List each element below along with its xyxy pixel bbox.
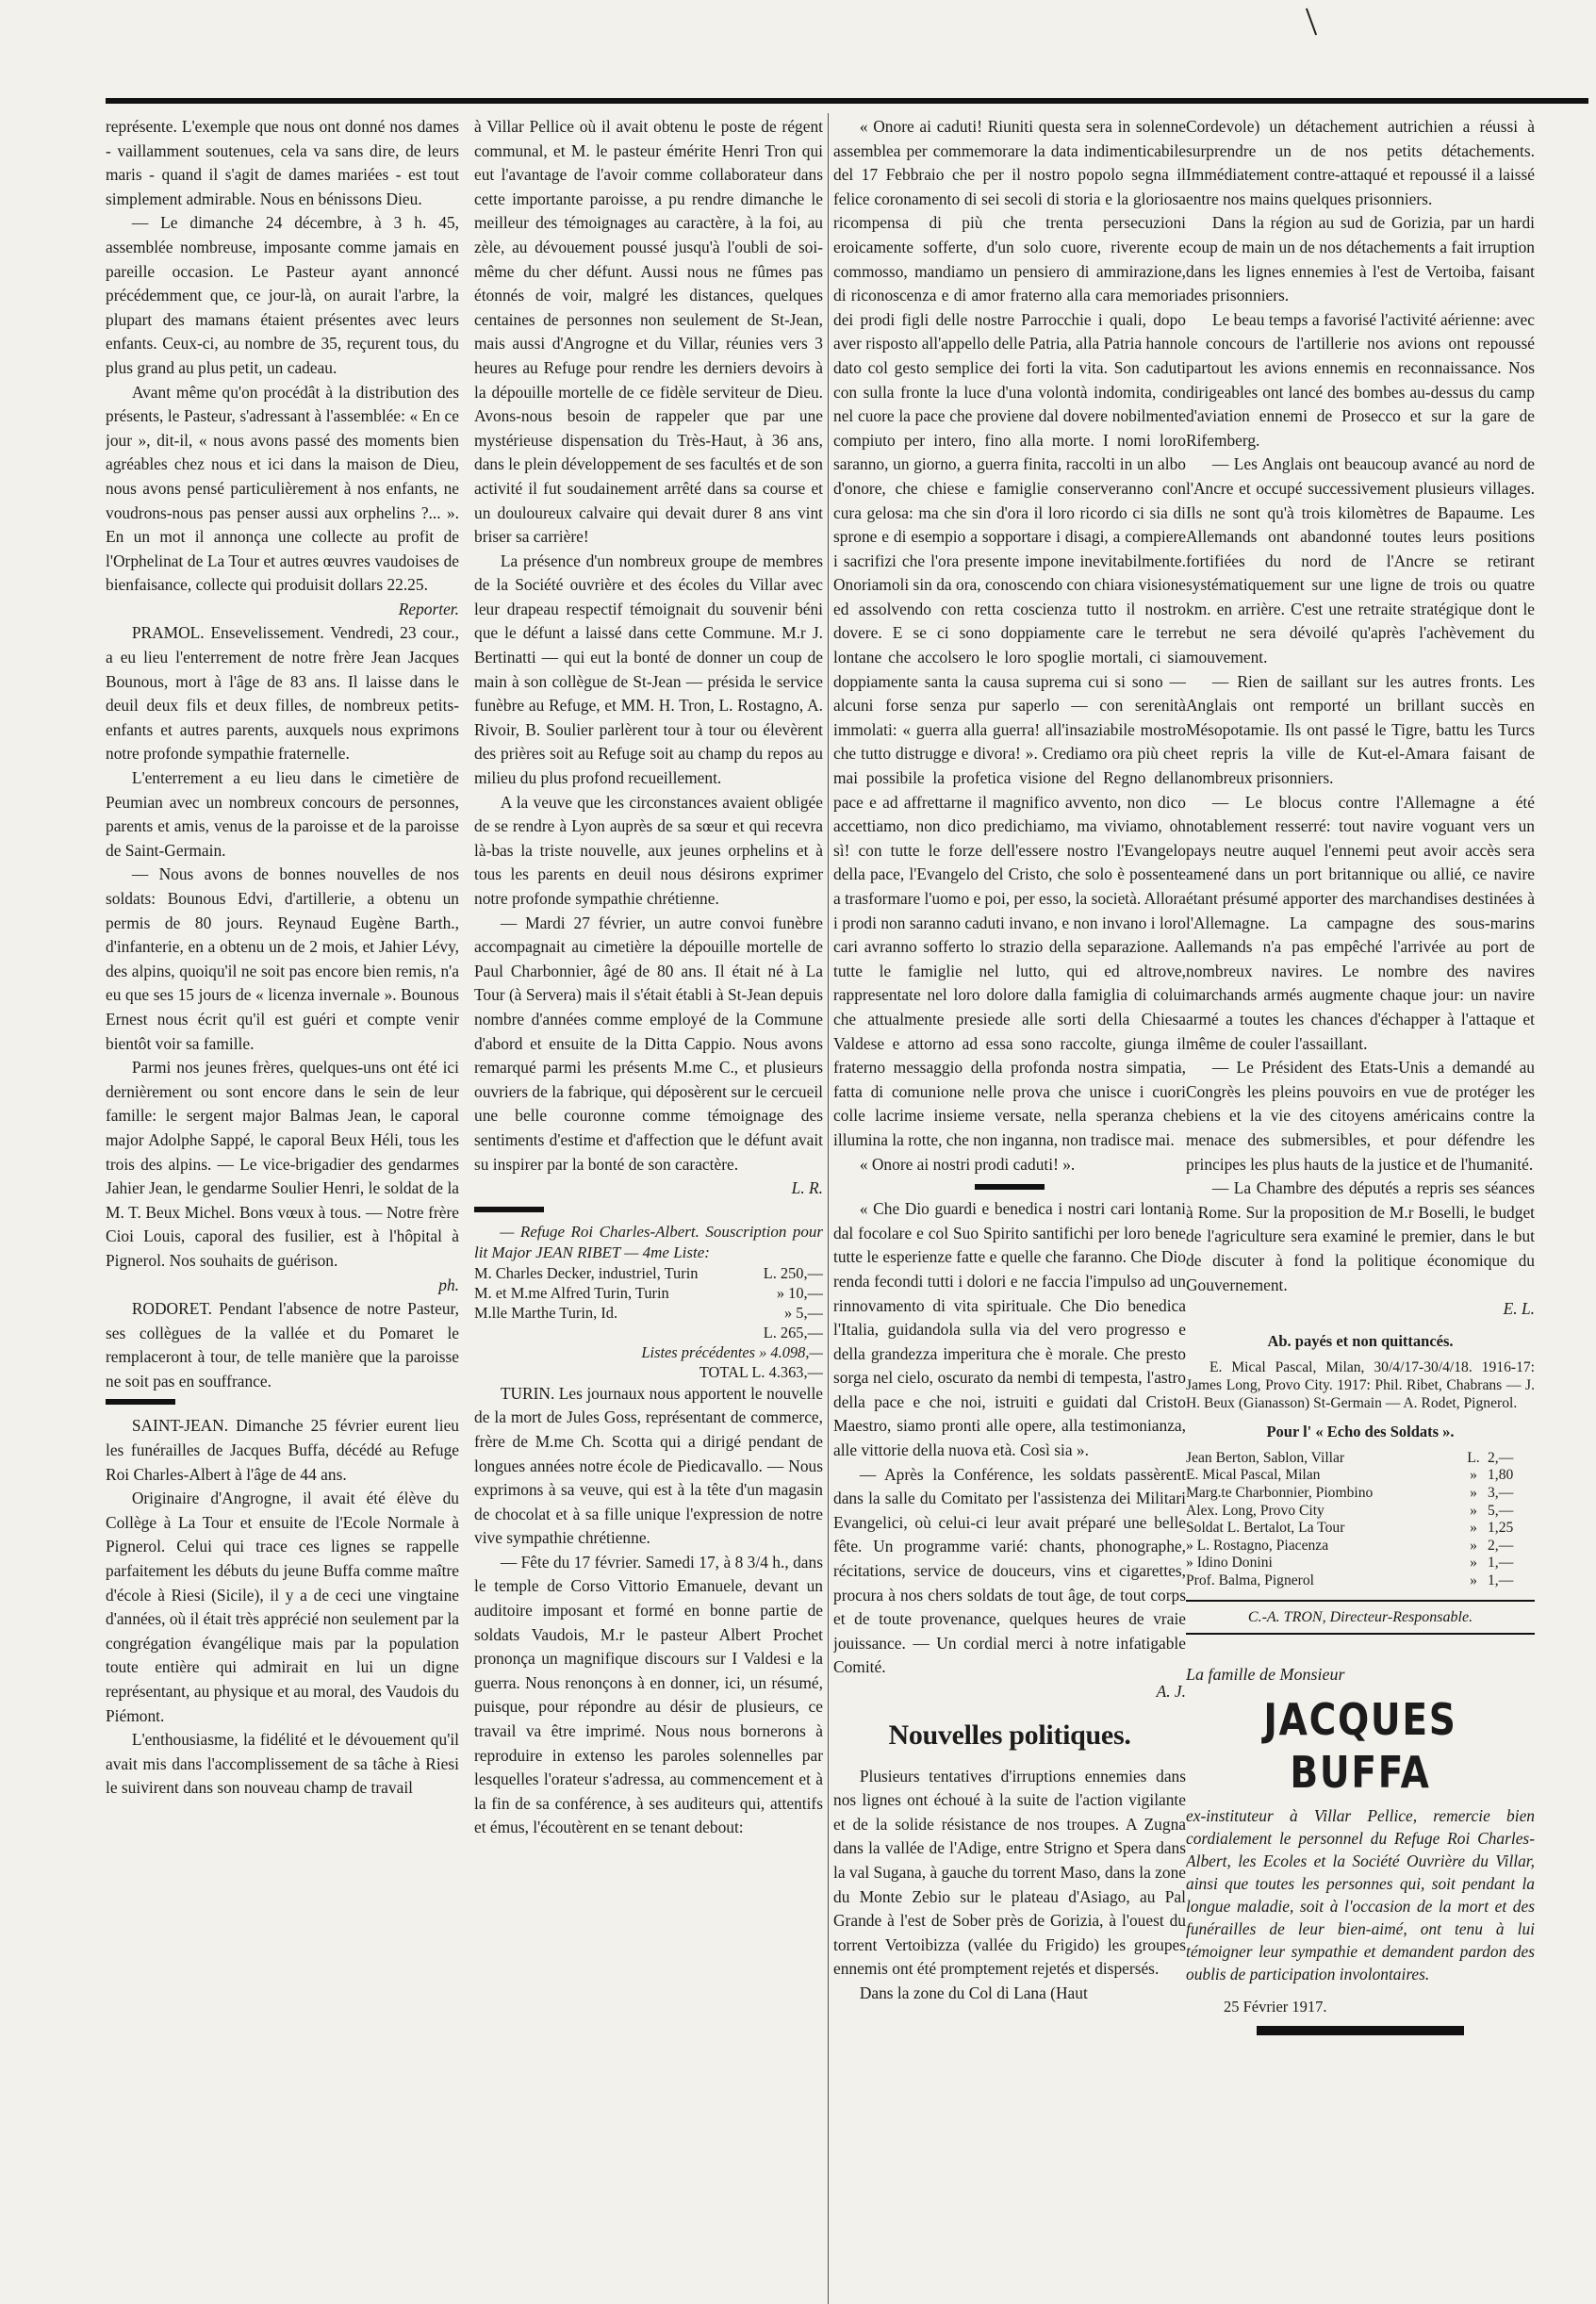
paragraph: — Les Anglais ont beaucoup avancé au nord de l'Ancre et occupé successivement plusieurs villages. Ils ne sont qu'à trois kilomètres de Bapaume. Les Allemands ont abandonné toutes leurs positions fortifiées du nord de l'Ancre se retirant systématiquement sur une ligne de trois ou quatre km. en arrière. C'est une retraite stratégique dont le but ne sera dévoilé qu'après l'achèvement du mouvement.: [1186, 454, 1535, 667]
section-divider: [975, 1184, 1045, 1190]
paid-subscriptions-text: E. Mical Pascal, Milan, 30/4/17-30/4/18. 1916-17: James Long, Provo City. 1917: Phil. Ribet, Chabrans — J. H. Beux (Gianasson) St-Germain — A. Rodet, Pignerol.: [1186, 1359, 1535, 1412]
paragraph: Parmi nos jeunes frères, quelques-uns ont été ici dernièrement ou sont encore dans le sein de leur famille: le sergent major Balmas Jean, le caporal major Adolphe Sappé, le caporal Beux Héli, tous les trois des alpins. — Le vice-brigadier des gendarmes Jahier Jean, le gendarme Soulier Henri, le soldat de la M. T. Beux Michel. Bons vœux à tous. — Notre frère Cioi Louis, caporal des fusilier, est à l'hôpital à Pignerol. Nos souhaits de guérison.: [106, 1058, 459, 1270]
paragraph: — La Chambre des députés a repris ses séances à Rome. Sur la proposition de M.r Boselli, le budget de l'agriculture sera examiné le premier, dans le but de discuter à fond la politique économique du Gouvernement.: [1186, 1178, 1535, 1294]
paragraph: — Après la Conférence, les soldats passèrent dans la salle du Comitato per l'assistenza dei Militari Evangelici, où celui-ci leur avait préparé une belle fête. Un programme varié: chants, phonographe, récitations, service de douceurs, vins et cigarettes, procura à nos chers soldats de tout âge, de tout corps et de toute provenance, quelques heures de vraie jouissance. — Un cordial merci à notre infatigable Comité.: [833, 1464, 1186, 1677]
page-mark: [1306, 8, 1317, 36]
paragraph: — Rien de saillant sur les autres fronts. Les Anglais ont remporté un brillant succès en Mésopotamie. Ils ont passé le Tigre, battu les Turcs et repris la ville de Kut-el-Amara faisant de nombreux prisonniers.: [1186, 671, 1535, 788]
paragraph: RODORET. Pendant l'absence de notre Pasteur, ses collègues de la vallée et du Pomaret le remplaceront à tour, de telle manière que la paroisse ne soit pas en souffrance.: [106, 1299, 459, 1391]
list-item: M. Charles Decker, industriel, Turin L. 250,—: [474, 1263, 823, 1282]
paragraph: Le beau temps a favorisé l'activité aérienne: avec le concours de l'artillerie nos avions ont repoussé partout les avions ennemis en reconnaissance. Nos dirigeables ont lancé des bombes au-dessus du camp d'aviation ennemi de Prosecco et sur la gare de Rifemberg.: [1186, 309, 1535, 450]
paragraph: — Le blocus contre l'Allemagne a été notablement resserré: tout navire voguant vers un pays neutre auquel l'ennemi peut avoir accès sera amené dans un port britannique ou allié, ce navire étant présumé apporter des marchandises destinées à l'Allemagne. La campagne des sous-marins allemands n'a pas empêché l'arrivée au port de nombreux navires. Le nombre des navires marchands armés augmente chaque jour: un navire armé a toutes les chances d'échapper à l'attaque et même de couler l'assaillant.: [1186, 792, 1535, 1053]
list-item: Alex. Long, Provo City » 5,—: [1186, 1502, 1514, 1519]
paragraph: Plusieurs tentatives d'irruptions ennemies dans nos lignes ont échoué à la suite de l'action vigilante et de la solide résistance de nos troupes. A Zugna dans la vallée de l'Adige, entre Strigno et Spera dans la val Sugana, à gauche du torrent Maso, dans la zone du Monte Zebio sur le plateau d'Asiago, au Pal Grande à l'est de Sober près de Gorizia, à l'ouest du torrent Vertoibizza (vallée du Frigido) les groupes ennemis ont été promptement rejetés et dispersés.: [833, 1766, 1186, 1979]
list-item: M. et M.me Alfred Turin, Turin » 10,—: [474, 1283, 823, 1302]
paragraph: SAINT-JEAN. Dimanche 25 février eurent lieu les funérailles de Jacques Buffa, décédé au Refuge Roi Charles-Albert à l'âge de 44 ans.: [106, 1416, 459, 1484]
notice-date: 25 Février 1917.: [1224, 1997, 1327, 2016]
column-2: [474, 115, 823, 2291]
list-item: Marg.te Charbonnier, Piombino » 3,—: [1186, 1485, 1514, 1502]
subscription-list: [474, 1263, 823, 1382]
paragraph: « Onore ai nostri prodi caduti! ».: [859, 1154, 1076, 1174]
paragraph: PRAMOL. Ensevelissement. Vendredi, 23 cour., a eu lieu l'enterrement de notre frère Jean Jacques Bounous, mort à l'âge de 83 ans. Il laisse dans le deuil deux fils et deux filles, de nombreux petits-enfants et autres parents, auxquels nous exprimons notre profonde sympathie fraternelle.: [106, 623, 459, 764]
paragraph: — Le Président des Etats-Unis a demandé au Congrès les pleins pouvoirs en vue de protéger les biens et la vie des citoyens américains contre la menace des submersibles, et pour défendre les principes les plus hauts de la justice et de l'humanité.: [1186, 1058, 1535, 1174]
section-heading: Nouvelles politiques.: [888, 1719, 1131, 1751]
paragraph: La présence d'un nombreux groupe de membres de la Société ouvrière et des écoles du Villar avec leur drapeau respectif témoignait du souvenir béni que le défunt a laissé dans cette Commune. M.r J. Bertinatti — qui eut la bonté de donner un coup de main à son collègue de St-Jean — présida le service funèbre au Refuge, et MM. H. Tron, L. Rostagno, A. Rivoir, B. Soulier parlèrent tour à tour ou élevèrent des prières soit au Refuge soit au champ du repos au milieu du plus profond recueillement.: [474, 551, 823, 788]
list-item: » L. Rostagno, Piacenza » 2,—: [1186, 1537, 1514, 1554]
paragraph: à Villar Pellice où il avait obtenu le poste de régent communal, et M. le pasteur émérite Henri Tron qui eut l'avantage de l'avoir comme collaborateur dans cette importante paroisse, a pu rendre dimanche le meilleur des témoignages au caractère, à la foi, au zèle, au dévouement poussé jusqu'à l'oubli de soi-même du cher défunt. Aussi nous ne fûmes pas étonnés de voir, malgré les distances, quelques centaines de personnes non seulement de St-Jean, mais aussi d'Angrogne et du Villar, réunies vers 3 heures au Refuge pour rendre les derniers devoirs à la dépouille mortelle de ce fidèle serviteur de Dieu. Avons-nous besoin de rappeler que par une mystérieuse dispensation du Très-Haut, à 36 ans, dans le plein développement de ses facultés et de son activité il fut soudainement arrêté dans sa course et un douloureux calvaire qui devait durer 8 ans vint briser sa carrière!: [474, 117, 823, 547]
previous-lists: Listes précédentes » 4.098,—: [641, 1342, 823, 1361]
column-4: [1186, 115, 1535, 2291]
paragraph: — Nous avons de bonnes nouvelles de nos soldats: Bounous Edvi, d'artillerie, a obtenu un permis de 80 jours. Reynaud Eugène Barth., d'infanterie, en a obtenu un de 2 mois, et Jahier Lévy, des alpins, quoiqu'il ne soit pas encore bien remis, n'a eu que ses 15 jours de « licenza invernale ». Bounous Ernest nous écrit qu'il est guéri et compte venir bientôt voir sa famille.: [106, 864, 459, 1053]
paragraph: — Le dimanche 24 décembre, à 3 h. 45, assemblée nombreuse, imposante comme jamais en pareille occasion. Le Pasteur ayant annoncé précédemment que, ce jour-là, on aurait l'arbre, la plupart des mamans étaient présentes avec leurs enfants. Ceux-ci, au nombre de 35, reçurent tous, du plus grand au plus petit, un cadeau.: [106, 213, 459, 377]
echo-title: Pour l' « Echo des Soldats ».: [1266, 1423, 1455, 1441]
paragraph: — Mardi 27 février, un autre convoi funèbre accompagnait au cimetière la dépouille mortelle de Paul Charbonnier, âgé de 80 ans. Il était né à La Tour (à Servera) mais il s'était établi à St-Jean depuis nombre d'années comme employé de la Commune d'abord et ensuite de la Ditta Cappio. Nous avons remarqué parmi les présents M.me C., et plusieurs ouvriers de la fabrique, qui déposèrent sur le cercueil une belle couronne comme témoignage des sentiments d'estime et d'affection que le défunt avait su inspirer par la bonté de son caractère.: [474, 913, 823, 1174]
list-item: Prof. Balma, Pignerol » 1,—: [1186, 1572, 1514, 1589]
list-item: E. Mical Pascal, Milan » 1,80: [1186, 1467, 1514, 1484]
paragraph: Dans la région au sud de Gorizia, par un hardi coup de main un de nos détachements a fait irruption dans les lignes ennemies à l'est de Vertoiba, faisant des prisonniers.: [1186, 213, 1535, 305]
signature: Reporter.: [398, 599, 459, 618]
paragraph: représente. L'exemple que nous ont donné nos dames - vaillamment soutenues, cela va sans dire, de leurs maris - quand il s'agit de dames mariées - est tout simplement admirable. Nous en bénissons Dieu.: [106, 117, 459, 208]
grand-total: TOTAL L. 4.363,—: [699, 1362, 823, 1381]
column-1: [106, 115, 459, 2291]
paragraph: L'enterrement a eu lieu dans le cimetière de Peumian avec un nombreux concours de personnes, parents et amis, venus de la paroisse et de la paroisse de Saint-Germain.: [106, 768, 459, 860]
notice-body: ex-instituteur à Villar Pellice, remercie bien cordialement le personnel du Refuge Roi Charles-Albert, les Ecoles et la Société Ouvrière du Villar, ainsi que toutes les personnes qui, soit pendant la longue maladie, soit à l'occasion de la mort et des funérailles de leur bien-aimé, ont tenu à lui témoigner leur sympathie et demandent pardon des oublis de participation involontaires.: [1186, 1805, 1535, 1983]
director-line: C.-A. TRON, Directeur-Responsable.: [1186, 1600, 1535, 1636]
paragraph: Cordevole) un détachement autrichien a réussi à surprendre un de nos petits détachements. Immédiatement contre-attaqué et repoussé il a laissé entre nos mains quelques prisonniers.: [1186, 117, 1535, 208]
section-divider: [106, 1399, 175, 1405]
paragraph: Originaire d'Angrogne, il avait été élève du Collège à La Tour et ensuite de l'Ecole Normale à Pignerol. Celui qui trace ces lignes se rappelle parfaitement les débuts du jeune Buffa comme maître d'école à Riesi (Sicile), il y a de ceci une vingtaine d'années, où il était très apprécié non seulement par la congrégation évangélique mais par la population toute entière qui admirait en lui un digne représentant, au physique et au moral, des Vaudois du Piémont.: [106, 1489, 459, 1725]
paragraph: TURIN. Les journaux nous apportent le nouvelle de la mort de Jules Goss, représentant de commerce, frère de M.me Ch. Scotta qui a dirigé pendant de longues années notre école de Piedicavallo. — Nous exprimons à sa veuve, qui est à la tête d'un magasin de chocolat et à sa fille unique l'expression de notre vive sympathie chrétienne.: [474, 1383, 823, 1548]
header-rule: [106, 98, 1588, 104]
paragraph: « Che Dio guardi e benedica i nostri cari lontani dal focolare e col Suo Spirito santifichi per loro bene tutte le esperienze fatte e quelle che faranno. Che Dio renda fecondi tutti i dolori e ne faccia l'impulso ad un rinnovamento di vita spirituale. Che Dio benedica l'Italia, guidandola sulla via del vero progresso e della grandezza imperitura che è morale. Che presto sorga nel cielo, oscurato da nembi di tempesta, l'astro della pace e che noi, istruiti e guidati dal Cristo Maestro, siamo pronti alle opere, alla testimonianza, alle vittorie della nuova età. Così sia ».: [833, 1199, 1186, 1460]
signature: E. L.: [1503, 1299, 1535, 1319]
signature: L. R.: [791, 1178, 823, 1198]
subtotal: L. 265,—: [763, 1323, 823, 1341]
paid-subscriptions-title: Ab. payés et non quittancés.: [1267, 1331, 1454, 1350]
paragraph: A la veuve que les circonstances avaient obligée de se rendre à Lyon auprès de sa sœur et qui recevra là-bas la triste nouvelle, aux jeunes orphelins et à tous les parents en deuil nous désirons exprimer notre profonde sympathie chrétienne.: [474, 792, 823, 908]
paragraph: — Fête du 17 février. Samedi 17, à 8 3/4 h., dans le temple de Corso Vittorio Emanuele, devant un auditoire imposant et formé en bonne partie de soldats Vaudois, M.r le pasteur Albert Prochet prononça un magnifique discours sur I Valdesi e la guerra. Nous renonçons à en donner, ici, un résumé, puisque, pour répondre au désir de plusieurs, ce travail va être imprimé. Nous nous bornerons à reproduire in extenso les paroles solennelles par lesquelles l'orateur s'adressa, au commencement et à la fin de sa conférence, à ses auditeurs qui, attentifs et émus, l'écoutèrent en se tenant debout:: [474, 1552, 823, 1837]
notice-intro: La famille de Monsieur: [1186, 1665, 1345, 1685]
list-item: M.lle Marthe Turin, Id. » 5,—: [474, 1303, 823, 1322]
list-item: Jean Berton, Sablon, Villar L. 2,—: [1186, 1449, 1514, 1466]
notice-divider: [1257, 2026, 1464, 2035]
paragraph: « Onore ai caduti! Riuniti questa sera in solenne assemblea per commemorare la data indimenticabile del 17 Febbraio che per il nostro popolo segna il felice coronamento di sei secoli di storia e la gloriosa ricompensa di più che trenta persecuzioni eroicamente sofferte, d'un solo cuore, riverente e commosso, mandiamo un pensiero di ammirazione, di riconoscenza e di amor fraterno alla cara memoria dei prodi figli delle nostre Parrocchie i quali, dopo aver risposto all'appello delle Patria, alla Patria hanno dato col gesto semplice dei forti la vita. Son caduti con sulla fronte la luce d'una volontà indomita, con nel cuore la pace che proviene dal dovere nobilmente compiuto per intero, fino alla morte. I nomi loro saranno, un giorno, a guerra finita, raccolti in un albo d'onore, che chiese e famiglie conserveranno con cura gelosa: ma che sin d'ora il loro ricordo ci sia di sprone e di esempio a sopportare i disagi, a compiere i sacrifizi che l'ora presente impone inevitabilmente. Onoriamoli sin da ora, conoscendo con chiara visione ed assolvendo con retta coscienza tutto il nostro dovere. E se ci sono doppiamente care le terre lontane che accolsero le loro spoglie mortali, ci sia doppiamente santa la causa suprema cui si sono — alcuni forse senza pur saperlo — con serenità immolati: « guerra alla guerra! all'insaziabile mostro che tutto distrugge e divora! ». Crediamo ora più che mai possibile la profetica visione del Regno della pace e ad affrettarne il magnifico avvento, non dico accettiamo, non dico predichiamo, ma viviamo, oh sì! con tutte le forze dell'essere nostro l'Evangelo della pace, l'Evangelo del Cristo, che solo è possente a trasformare l'uomo e poi, per esso, la società. Allora i prodi non saranno caduti invano, e non invano i loro cari avranno sofferto lo strazio della separazione. A tutte le famiglie nel lutto, qui ed altrove, rappresentate nel loro dolore dalla famiglia di colui che attualmente presiede alle sorti della Chiesa Valdese e attorno ad essa sono raccolte, giunga il fraterno messaggio della profonda nostra simpatia, fatta di comunione nelle prova che unisce i cuori colle lacrime insieme versate, nella speranza che illumina la rotte, che non inganna, non tradisce mai.: [833, 117, 1186, 1149]
death-notice: [1186, 1663, 1535, 2035]
section-divider: [474, 1207, 544, 1212]
notice-name: JACQUES BUFFA: [1263, 1693, 1457, 1798]
list-item: » Idino Donini » 1,—: [1186, 1555, 1514, 1572]
paragraph: Dans la zone du Col di Lana (Haut: [859, 1983, 1088, 2002]
signature: A. J.: [1156, 1682, 1186, 1701]
paragraph: L'enthousiasme, la fidélité et le dévouement qu'il avait mis dans l'accomplissement de sa tâche à Riesi le suivirent dans son nouveau champ de travail: [106, 1730, 459, 1798]
column-3: [833, 115, 1186, 2291]
list-item: Soldat L. Bertalot, La Tour » 1,25: [1186, 1520, 1514, 1537]
subscription-heading: — Refuge Roi Charles-Albert. Souscription pour lit Major JEAN RIBET — 4me Liste:: [474, 1222, 823, 1261]
signature: ph.: [438, 1275, 459, 1294]
column-separator: [828, 113, 829, 2304]
echo-list: [1186, 1450, 1535, 1590]
paragraph: Avant même qu'on procédât à la distribution des présents, le Pasteur, s'adressant à l'assemblée: « En ce jour », dit-il, « nous avons passé des moments bien agréables chez nous et ici dans la maison de Dieu, nous avons pensé particulièrement à nos enfants, ne voudrons-nous pas penser aussi aux orphelins ?... ». En un mot il annonça une collecte au profit de l'Orphelinat de La Tour et autres œuvres vaudoises de bienfaisance, collecte qui produisit dollars 22.25.: [106, 382, 459, 595]
